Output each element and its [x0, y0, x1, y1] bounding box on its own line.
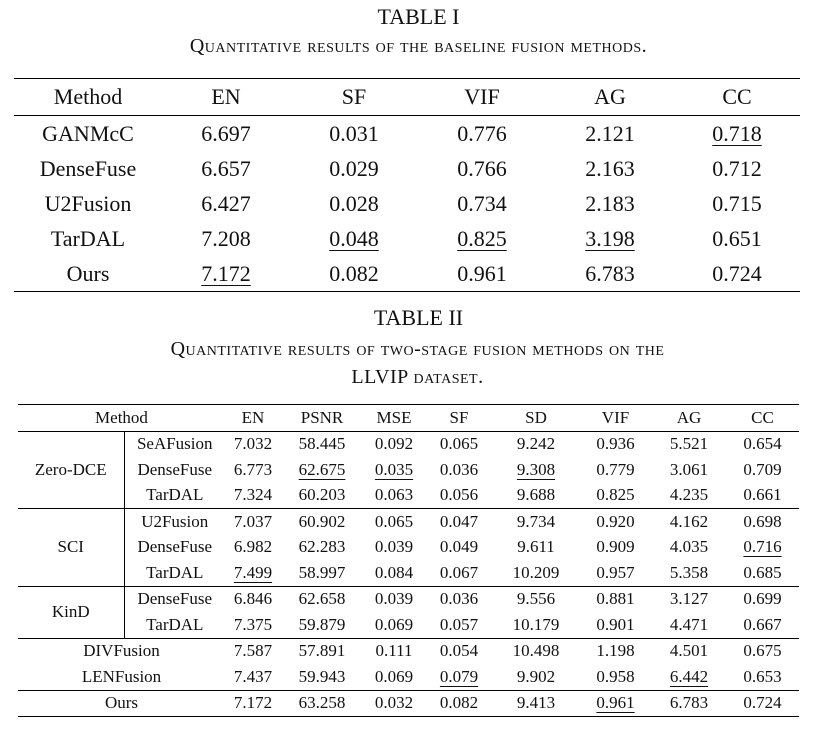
value-cell: 7.208	[201, 225, 251, 251]
value-cell: 0.082	[329, 260, 379, 286]
table2-caption-line2: LLVIP dataset.	[351, 366, 484, 388]
second-best-value: 0.716	[743, 537, 782, 557]
value-cell: 0.776	[457, 120, 507, 146]
value-cell: 7.437	[233, 666, 273, 686]
value-cell: 2.121	[585, 120, 635, 146]
value-cell: 62.658	[298, 589, 346, 609]
value-cell: 0.920	[596, 511, 635, 531]
table2	[18, 404, 799, 717]
value-cell: 0.715	[712, 190, 762, 216]
value-cell: 5.358	[669, 562, 709, 582]
value-cell: 6.846	[233, 589, 273, 609]
value-cell: 0.653	[743, 666, 782, 686]
value-cell: 0.084	[374, 562, 414, 582]
method-cell: TarDAL	[50, 225, 126, 251]
second-best-value: 0.718	[712, 120, 762, 146]
value-cell: 4.471	[669, 614, 709, 634]
table2-header-cc: CC	[751, 407, 774, 427]
value-cell: 9.902	[516, 666, 556, 686]
method-cell: U2Fusion	[141, 511, 209, 531]
value-cell: 0.092	[374, 434, 414, 454]
value-cell: 0.065	[374, 511, 414, 531]
value-cell: 0.881	[596, 589, 635, 609]
value-cell: 6.773	[233, 459, 273, 479]
value-cell: 0.036	[439, 459, 479, 479]
value-cell: 0.065	[439, 434, 479, 454]
value-cell: 0.039	[374, 537, 414, 557]
value-cell: 0.047	[439, 511, 479, 531]
value-cell: 0.069	[374, 666, 414, 686]
value-cell: 63.258	[298, 693, 346, 713]
value-cell: 0.724	[743, 693, 782, 713]
value-cell	[546, 221, 674, 256]
value-cell: 0.825	[596, 485, 635, 505]
value-cell: 7.587	[233, 641, 273, 661]
table2-header-mse: MSE	[376, 407, 412, 427]
value-cell	[281, 457, 363, 483]
group-label-zero-dce: Zero-DCE	[18, 431, 124, 509]
value-cell	[418, 221, 546, 256]
table1-header-ag: AG	[594, 84, 626, 109]
second-best-value: 7.172	[201, 260, 251, 286]
second-best-value: 6.442	[669, 666, 709, 686]
method-cell: TarDAL	[146, 614, 204, 634]
method-cell: DenseFuse	[39, 155, 137, 181]
value-cell: 0.082	[439, 693, 479, 713]
table1-header-sf: SF	[341, 84, 367, 109]
table-row	[14, 186, 800, 221]
method-cell: U2Fusion	[44, 190, 132, 216]
value-cell: 59.943	[298, 666, 346, 686]
value-cell: 0.654	[743, 434, 782, 454]
value-cell: 0.667	[743, 614, 782, 634]
value-cell	[425, 664, 493, 690]
method-cell: Ours	[66, 260, 110, 286]
value-cell: 0.049	[439, 537, 479, 557]
value-cell: 0.057	[439, 614, 479, 634]
value-cell: 0.029	[329, 155, 379, 181]
table2-header-psnr: PSNR	[300, 407, 344, 427]
value-cell: 4.162	[669, 511, 709, 531]
value-cell: 0.685	[743, 562, 782, 582]
table-row	[18, 509, 799, 535]
value-cell: 0.032	[374, 693, 414, 713]
value-cell: 0.957	[596, 562, 635, 582]
table-row	[18, 457, 799, 483]
value-cell: 0.036	[439, 589, 479, 609]
value-cell	[493, 457, 579, 483]
table-row	[18, 638, 799, 664]
table2-caption	[30, 335, 805, 391]
value-cell: 58.445	[298, 434, 346, 454]
value-cell	[290, 221, 418, 256]
table1-header-en: EN	[211, 84, 241, 109]
value-cell: 0.067	[439, 562, 479, 582]
table1-header-cc: CC	[722, 84, 752, 109]
value-cell: 0.069	[374, 614, 414, 634]
method-cell: DenseFuse	[137, 537, 213, 557]
value-cell: 0.699	[743, 589, 782, 609]
table-row-ours	[18, 690, 799, 717]
value-cell: 4.235	[669, 485, 709, 505]
method-cell: Ours	[104, 693, 139, 713]
value-cell: 57.891	[298, 641, 346, 661]
table1-label: TABLE I	[377, 4, 460, 29]
value-cell: 7.172	[233, 693, 273, 713]
value-cell: 0.779	[596, 459, 635, 479]
value-cell: 9.611	[517, 537, 555, 557]
value-cell: 9.734	[516, 511, 556, 531]
value-cell: 6.697	[201, 120, 251, 146]
value-cell: 0.724	[712, 260, 762, 286]
table-row	[18, 612, 799, 638]
second-best-value: 7.499	[233, 562, 273, 582]
value-cell	[674, 116, 800, 152]
value-cell: 3.061	[669, 459, 709, 479]
table-row	[18, 664, 799, 690]
value-cell: 0.031	[329, 120, 379, 146]
value-cell: 0.675	[743, 641, 782, 661]
table-row	[18, 586, 799, 612]
value-cell: 10.498	[512, 641, 560, 661]
table2-caption-line1: Quantitative results of two-stage fusion methods on the	[170, 338, 665, 360]
value-cell: 7.375	[233, 614, 273, 634]
second-best-value: 62.675	[298, 459, 346, 479]
table-row	[14, 151, 800, 186]
value-cell: 0.961	[457, 260, 507, 286]
value-cell: 60.902	[298, 511, 346, 531]
value-cell: 10.209	[512, 562, 560, 582]
method-cell: DIVFusion	[83, 641, 160, 661]
value-cell: 4.501	[669, 641, 709, 661]
table-row	[18, 483, 799, 509]
value-cell: 6.982	[233, 537, 273, 557]
value-cell: 7.032	[233, 434, 273, 454]
value-cell: 6.657	[201, 155, 251, 181]
value-cell: 0.063	[374, 485, 414, 505]
value-cell: 2.183	[585, 190, 635, 216]
method-cell: SeAFusion	[136, 434, 213, 454]
group-label-kind: KinD	[18, 586, 124, 638]
table1-caption: Quantitative results of the baseline fusion methods.	[189, 35, 648, 57]
value-cell: 0.734	[457, 190, 507, 216]
value-cell: 2.163	[585, 155, 635, 181]
method-cell: TarDAL	[146, 485, 204, 505]
value-cell: 0.661	[743, 485, 782, 505]
value-cell: 0.709	[743, 459, 782, 479]
method-cell: LENFusion	[81, 666, 162, 686]
value-cell: 0.039	[374, 589, 414, 609]
value-cell: 0.936	[596, 434, 635, 454]
value-cell	[726, 535, 799, 561]
value-cell: 62.283	[298, 537, 346, 557]
second-best-value: 0.035	[374, 459, 414, 479]
value-cell: 0.651	[712, 225, 762, 251]
method-cell: DenseFuse	[137, 589, 213, 609]
table-row	[14, 116, 800, 152]
second-best-value: 0.961	[596, 693, 635, 713]
value-cell: 0.111	[375, 641, 413, 661]
value-cell: 3.127	[669, 589, 709, 609]
value-cell: 58.997	[298, 562, 346, 582]
second-best-value: 0.079	[439, 666, 479, 686]
value-cell	[225, 560, 281, 586]
value-cell: 0.766	[457, 155, 507, 181]
value-cell: 1.198	[596, 641, 635, 661]
table1	[14, 78, 800, 292]
table1-header-vif: VIF	[464, 84, 500, 109]
table-row	[14, 221, 800, 256]
value-cell	[579, 690, 652, 717]
value-cell: 0.901	[596, 614, 635, 634]
value-cell: 9.556	[516, 589, 556, 609]
method-cell: GANMcC	[42, 120, 134, 146]
second-best-value: 0.048	[329, 225, 379, 251]
value-cell: 6.783	[669, 693, 709, 713]
value-cell: 6.427	[201, 190, 251, 216]
value-cell: 60.203	[298, 485, 346, 505]
table2-header-ag: AG	[676, 407, 702, 427]
value-cell: 0.712	[712, 155, 762, 181]
value-cell: 7.037	[233, 511, 273, 531]
value-cell: 10.179	[512, 614, 560, 634]
value-cell: 0.028	[329, 190, 379, 216]
value-cell: 0.909	[596, 537, 635, 557]
value-cell: 6.783	[585, 260, 635, 286]
value-cell: 0.698	[743, 511, 782, 531]
method-cell: TarDAL	[146, 562, 204, 582]
value-cell: 0.958	[596, 666, 635, 686]
value-cell	[652, 664, 726, 690]
value-cell	[363, 457, 425, 483]
value-cell: 4.035	[669, 537, 709, 557]
second-best-value: 9.308	[516, 459, 556, 479]
table2-header-row	[18, 405, 799, 432]
table-row	[18, 560, 799, 586]
table1-header-method: Method	[53, 84, 123, 109]
group-label-sci: SCI	[18, 509, 124, 587]
table-row	[14, 256, 800, 292]
value-cell: 5.521	[669, 434, 709, 454]
table2-header-vif: VIF	[601, 407, 630, 427]
method-cell: DenseFuse	[137, 459, 213, 479]
table2-label: TABLE II	[373, 305, 464, 330]
table1-header-row	[14, 79, 800, 116]
table2-header-method: Method	[95, 407, 148, 427]
table2-header-sd: SD	[525, 407, 547, 427]
value-cell: 9.413	[516, 693, 556, 713]
second-best-value: 0.825	[457, 225, 507, 251]
value-cell: 59.879	[298, 614, 346, 634]
value-cell: 9.688	[516, 485, 556, 505]
value-cell: 9.242	[516, 434, 556, 454]
value-cell: 0.054	[439, 641, 479, 661]
value-cell	[162, 256, 290, 292]
value-cell: 0.056	[439, 485, 479, 505]
second-best-value: 3.198	[585, 225, 635, 251]
table-row	[18, 535, 799, 561]
table2-header-sf: SF	[449, 407, 469, 427]
table-row	[18, 431, 799, 457]
table2-header-en: EN	[241, 407, 265, 427]
value-cell: 7.324	[233, 485, 273, 505]
